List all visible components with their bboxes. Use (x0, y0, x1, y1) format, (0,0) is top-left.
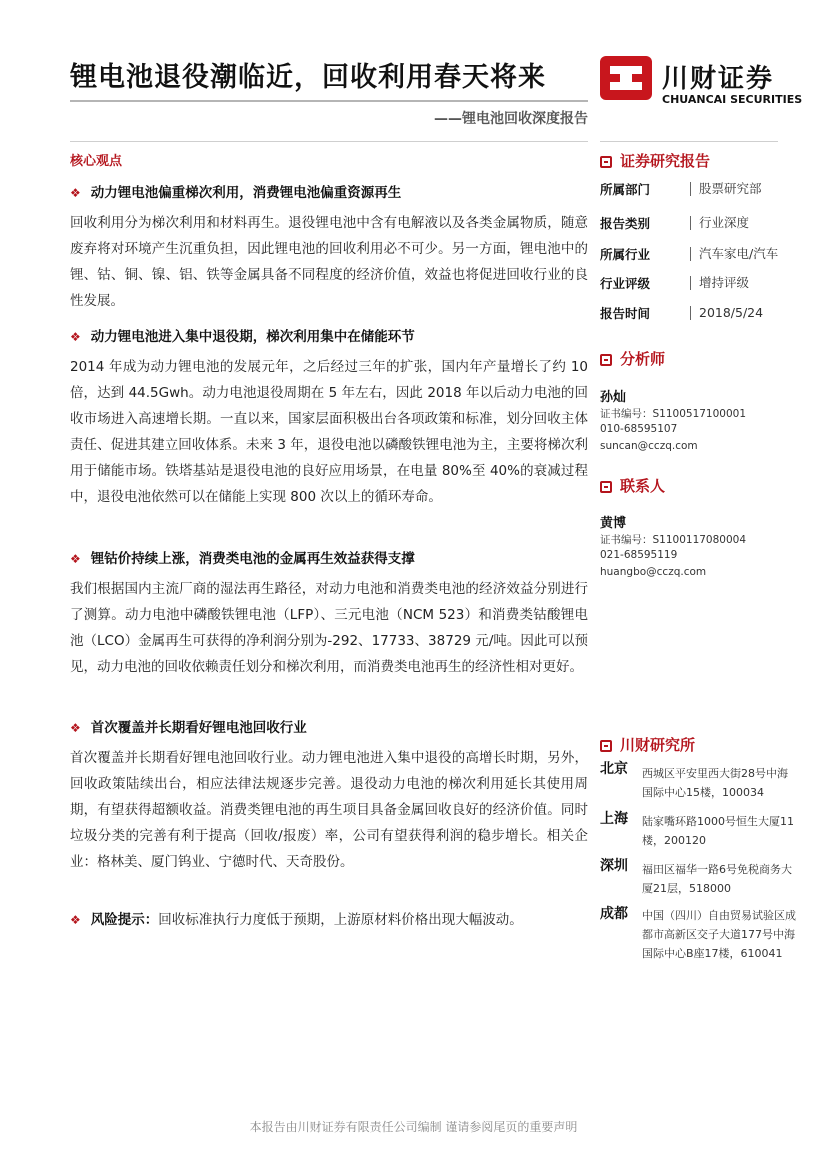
office-city: 深圳 (600, 858, 628, 874)
info-row-rating: 行业评级 增持评级 (600, 275, 750, 291)
content-divider (70, 141, 588, 142)
office-city: 成都 (600, 906, 628, 922)
analyst-email[interactable]: suncan@cczq.com (600, 440, 698, 452)
info-row-department: 所属部门 股票研究部 (600, 181, 762, 197)
analyst-cert: 证书编号：S1100517100001 (600, 408, 747, 420)
contact-heading: 联系人 (600, 475, 665, 496)
analyst-heading: 分析师 (600, 348, 665, 369)
section-body: 回收利用分为梯次利用和材料再生。退役锂电池中含有电解液以及各类金属物质，随意废弃将对环境产生沉重负担，因此锂电池的回收利用必不可少。另一方面，锂电池中的锂、钴、铜、镍、铝、铁等金属具备不同程度的经济价值，效益也将促进回收行业的良性发展。 (70, 215, 588, 309)
brand-name-cn: 川财证券 (662, 64, 775, 94)
diamond-bullet-icon: ❖ (70, 721, 81, 735)
office-address: 西城区平安里西大街28号中海国际中心15楼，100034 (642, 767, 788, 799)
section-marker-icon (600, 481, 612, 493)
risk-warning: ❖ 风险提示：回收标准执行力度低于预期，上游原材料价格出现大幅波动。 (70, 912, 523, 928)
report-subtitle: ——锂电池回收深度报告 (434, 111, 588, 127)
page-footer-disclaimer: 本报告由川财证券有限责任公司编制 谨请参阅尾页的重要声明 (249, 1120, 578, 1134)
office-city: 上海 (600, 811, 628, 827)
section-heading: ❖ 首次覆盖并长期看好锂电池回收行业 (70, 720, 307, 736)
brand-name-en: CHUANCAI SECURITIES (662, 93, 803, 106)
section-marker-icon (600, 156, 612, 168)
report-info-heading: 证券研究报告 (600, 150, 710, 171)
section-marker-icon (600, 740, 612, 752)
core-views-label: 核心观点 (70, 154, 123, 169)
section-body: 2014 年成为动力锂电池的发展元年，之后经过三年的扩张，国内年产量增长了约 10 倍，达到 44.5Gwh。动力电池退役周期在 5 年左右，因此 2018 年以后动力电池的回收市场进入高速增长期。一直以来，国家层面积极出台各项政策和标准，划分回收主体责任、促进其建立回收体系。未来 3 年，退役电池以磷酸铁锂电池为主，主要将梯次利用于储能市场。铁塔基站是退役电池的良好应用场景，在电量 80%至 40%的衰减过程中，退役电池依然可以在储能上实现 800 次以上的循环寿命。 (70, 359, 588, 505)
chuancai-logo-icon (600, 56, 652, 100)
analyst-phone: 010-68595107 (600, 423, 678, 435)
office-address: 福田区福华一路6号免税商务大厦21层，518000 (642, 863, 792, 895)
contact-email[interactable]: huangbo@cczq.com (600, 566, 707, 578)
diamond-bullet-icon: ❖ (70, 913, 81, 927)
report-title: 锂电池退役潮临近，回收利用春天将来 (70, 62, 546, 93)
section-heading: ❖ 动力锂电池进入集中退役期，梯次利用集中在储能环节 (70, 329, 415, 345)
info-row-date: 报告时间 2018/5/24 (600, 305, 764, 321)
section-heading: ❖ 动力锂电池偏重梯次利用，消费锂电池偏重资源再生 (70, 185, 402, 201)
diamond-bullet-icon: ❖ (70, 330, 81, 344)
info-row-category: 报告类别 行业深度 (600, 215, 750, 231)
analyst-name: 孙灿 (600, 390, 627, 405)
contact-phone: 021-68595119 (600, 549, 678, 561)
title-divider (70, 100, 588, 102)
office-city: 北京 (600, 761, 628, 777)
office-address: 中国（四川）自由贸易试验区成都市高新区交子大道177号中海国际中心B座17楼，610041 (642, 909, 796, 960)
diamond-bullet-icon: ❖ (70, 552, 81, 566)
contact-cert: 证书编号：S1100117080004 (600, 534, 747, 546)
info-row-industry: 所属行业 汽车家电/汽车 (600, 246, 779, 262)
diamond-bullet-icon: ❖ (70, 186, 81, 200)
section-marker-icon (600, 354, 612, 366)
office-address: 陆家嘴环路1000号恒生大厦11楼，200120 (642, 815, 794, 847)
sidebar-divider (600, 141, 778, 142)
section-heading: ❖ 锂钴价持续上涨，消费类电池的金属再生效益获得支撑 (70, 551, 415, 567)
section-body: 我们根据国内主流厂商的湿法再生路径，对动力电池和消费类电池的经济效益分别进行了测算。动力电池中磷酸铁锂电池（LFP）、三元电池（NCM 523）和消费类钴酸锂电池（LCO）金属再生可获得的净利润分别为-292、17733、38729 元/吨。因此可以预见，动力电池的回收依赖责任划分和梯次利用，而消费类电池再生的经济性相对更好。 (70, 581, 588, 675)
institute-heading: 川财研究所 (600, 734, 695, 755)
section-body: 首次覆盖并长期看好锂电池回收行业。动力锂电池进入集中退役的高增长时期，另外，回收政策陆续出台，相应法律法规逐步完善。退役动力电池的梯次利用延长其使用周期，有望获得超额收益。消费类锂电池的再生项目具备金属回收良好的经济价值。同时垃圾分类的完善有利于提高（回收/报废）率，公司有望获得利润的稳步增长。相关企业：格林美、厦门钨业、宁德时代、天奇股份。 (70, 750, 588, 870)
contact-name: 黄博 (600, 516, 627, 531)
